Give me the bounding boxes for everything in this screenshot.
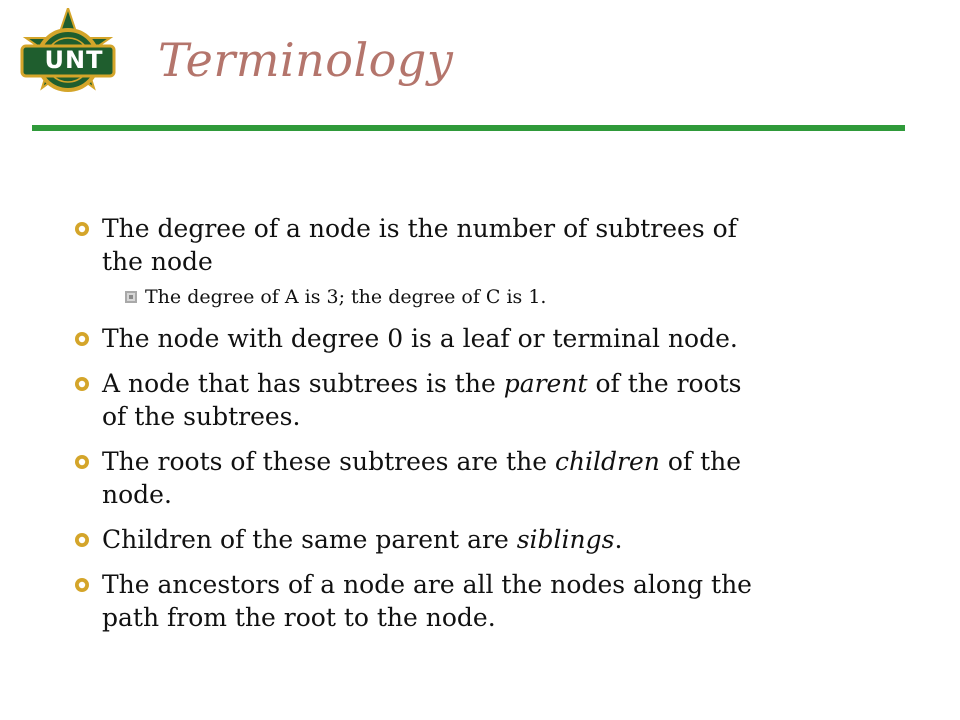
bullet-item bbox=[72, 568, 772, 634]
sub-bullet-item bbox=[102, 285, 772, 310]
bullet-text: The degree of a node is the number of subtrees of the node bbox=[102, 214, 737, 276]
slide-title: Terminology bbox=[158, 33, 454, 87]
bullet-text-part: of the node. bbox=[102, 447, 742, 509]
bullet-text-part: of the roots of the subtrees. bbox=[102, 369, 742, 431]
bullet-text: The ancestors of a node are all the nodes along the path from the root to the node. bbox=[102, 570, 752, 632]
bullet-item bbox=[72, 445, 772, 511]
term-siblings: siblings bbox=[516, 525, 615, 554]
title-divider bbox=[32, 125, 905, 131]
bullet-text: The node with degree 0 is a leaf or terminal node. bbox=[102, 324, 738, 353]
bullet-item bbox=[72, 367, 772, 433]
sub-bullet-icon bbox=[125, 291, 137, 303]
bullet-icon bbox=[74, 454, 90, 470]
logo-text: UNT bbox=[44, 46, 104, 74]
bullet-text-part: A node that has subtrees is the bbox=[102, 369, 504, 398]
bullet-item bbox=[72, 212, 772, 310]
bullet-text-part: . bbox=[614, 525, 623, 554]
bullet-item bbox=[72, 523, 772, 556]
bullet-icon bbox=[74, 577, 90, 593]
bullet-icon bbox=[74, 221, 90, 237]
bullet-text-part: The roots of these subtrees are the bbox=[102, 447, 555, 476]
bullet-list bbox=[72, 212, 772, 646]
bullet-item bbox=[72, 322, 772, 355]
bullet-icon bbox=[74, 532, 90, 548]
bullet-icon bbox=[74, 331, 90, 347]
term-parent: parent bbox=[503, 369, 588, 398]
bullet-icon bbox=[74, 376, 90, 392]
sub-bullet-text: The degree of A is 3; the degree of C is 1. bbox=[145, 286, 547, 308]
bullet-text-part: Children of the same parent are bbox=[102, 525, 517, 554]
term-children: children bbox=[554, 447, 660, 476]
